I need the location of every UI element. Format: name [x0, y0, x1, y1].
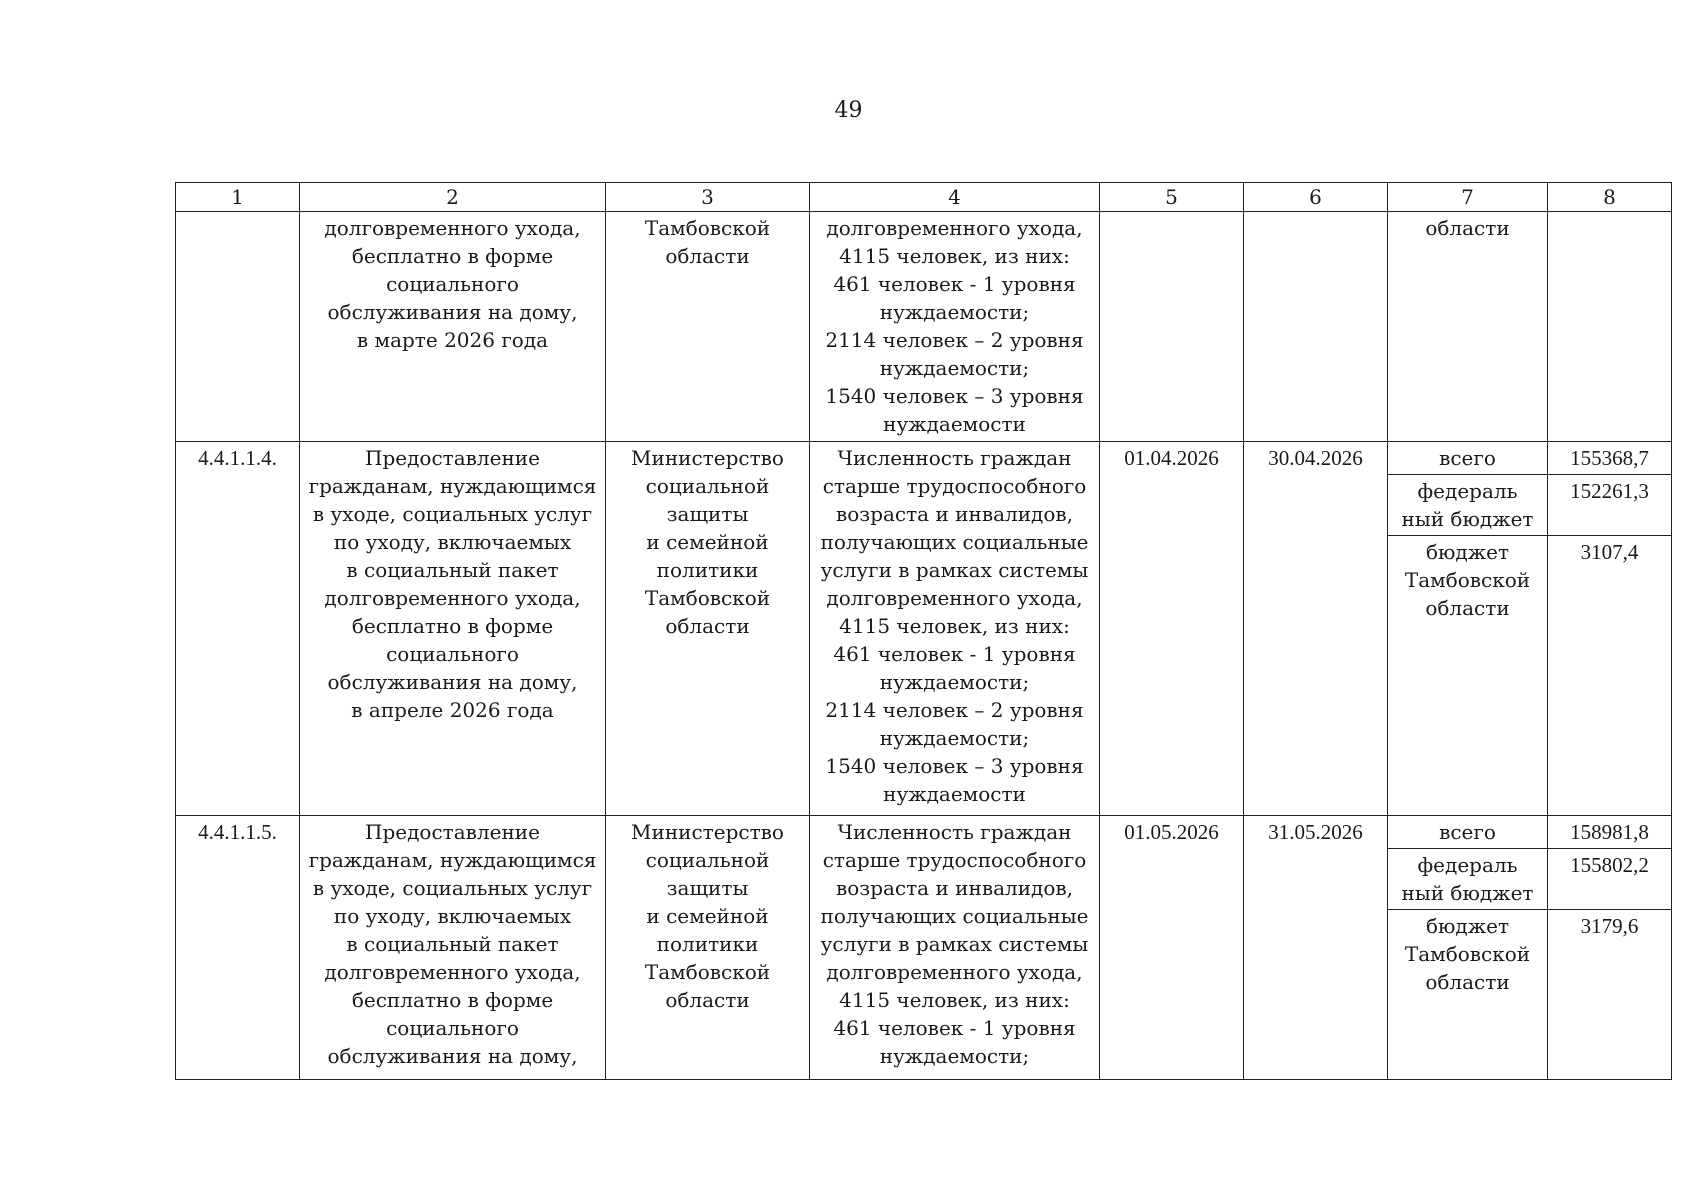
cell-id [176, 212, 300, 442]
column-header: 8 [1548, 183, 1672, 212]
cell-event: долговременного ухода, бесплатно в форме социального обслуживания на дому, в марте 2026 года [300, 212, 606, 442]
cell-source: федераль ный бюджет [1388, 849, 1548, 910]
cell-amount: 158981,8 [1548, 816, 1672, 849]
cell-end: 30.04.2026 [1244, 442, 1388, 816]
cell-start: 01.04.2026 [1100, 442, 1244, 816]
column-header: 2 [300, 183, 606, 212]
cell-event: Предоставление гражданам, нуждающимся в уходе, социальных услуг по уходу, включаемых в социальный пакет долговременного ухода, бесплатно в форме социального обслуживания на дому, в апреле 2026 года [300, 442, 606, 816]
cell-amount: 3107,4 [1548, 536, 1672, 816]
cell-indicator: долговременного ухода, 4115 человек, из них: 461 человек - 1 уровня нуждаемости; 2114 человек – 2 уровня нуждаемости; 1540 человек – 3 уровня нуждаемости [810, 212, 1100, 442]
cell-amount: 155802,2 [1548, 849, 1672, 910]
column-header: 6 [1244, 183, 1388, 212]
table-row [176, 442, 1672, 475]
plan-table [175, 182, 1672, 1080]
cell-event: Предоставление гражданам, нуждающимся в уходе, социальных услуг по уходу, включаемых в социальный пакет долговременного ухода, бесплатно в форме социального обслуживания на дому, [300, 816, 606, 1080]
cell-end: 31.05.2026 [1244, 816, 1388, 1080]
cell-source: бюджет Тамбовской области [1388, 910, 1548, 1080]
cell-source: бюджет Тамбовской области [1388, 536, 1548, 816]
cell-amount [1548, 212, 1672, 442]
cell-id: 4.4.1.1.5. [176, 816, 300, 1080]
cell-indicator: Численность граждан старше трудоспособного возраста и инвалидов, получающих социальные услуги в рамках системы долговременного ухода, 4115 человек, из них: 461 человек - 1 уровня нуждаемости; [810, 816, 1100, 1080]
column-header: 4 [810, 183, 1100, 212]
cell-source: всего [1388, 816, 1548, 849]
cell-id: 4.4.1.1.4. [176, 442, 300, 816]
cell-executor: Тамбовской области [606, 212, 810, 442]
cell-amount: 3179,6 [1548, 910, 1672, 1080]
column-header: 5 [1100, 183, 1244, 212]
cell-source: области [1388, 212, 1548, 442]
header-row [176, 183, 1672, 212]
column-header: 7 [1388, 183, 1548, 212]
cell-indicator: Численность граждан старше трудоспособного возраста и инвалидов, получающих социальные услуги в рамках системы долговременного ухода, 4115 человек, из них: 461 человек - 1 уровня нуждаемости; 2114 человек – 2 уровня нуждаемости; 1540 человек – 3 уровня нуждаемости [810, 442, 1100, 816]
cell-executor: Министерство социальной защиты и семейной политики Тамбовской области [606, 816, 810, 1080]
table-row [176, 816, 1672, 849]
column-header: 3 [606, 183, 810, 212]
cell-source: федераль ный бюджет [1388, 475, 1548, 536]
cell-start: 01.05.2026 [1100, 816, 1244, 1080]
cell-amount: 155368,7 [1548, 442, 1672, 475]
column-header: 1 [176, 183, 300, 212]
cell-amount: 152261,3 [1548, 475, 1672, 536]
cell-end [1244, 212, 1388, 442]
cell-source: всего [1388, 442, 1548, 475]
cell-start [1100, 212, 1244, 442]
cell-executor: Министерство социальной защиты и семейной политики Тамбовской области [606, 442, 810, 816]
continuation-row [176, 212, 1672, 442]
page-number: 49 [834, 98, 863, 123]
